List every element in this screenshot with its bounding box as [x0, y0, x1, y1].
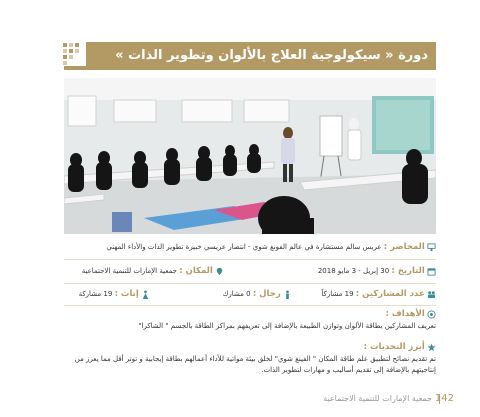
calendar-icon [427, 267, 436, 276]
challenges-label: أبرز التحديات : [363, 342, 425, 352]
challenges-line-2: إنتاجيتهم بالإضافة إلى تقديم أساليب و مهارات لتطوير الذات. [261, 366, 436, 374]
women-row [79, 289, 150, 299]
challenges-heading [364, 342, 436, 352]
mosaic-logo-icon [62, 42, 86, 66]
footer-org-name: جمعية الإمارات للتنمية الاجتماعية [323, 394, 432, 403]
page-number: 142 [434, 393, 454, 404]
men-row [223, 289, 292, 299]
participants-value: 19 مشاركاً [321, 290, 354, 298]
classroom-photo [64, 78, 436, 234]
goals-text: تعريف المشاركين بطاقة الألوان وتوازن الطبيعة بالإضافة إلى تعريفهم بمراكز الطاقة بالجسم " الشاكرا" [138, 322, 436, 330]
man-icon [283, 290, 292, 299]
target-icon [427, 310, 436, 319]
page-footer [0, 392, 480, 417]
date-label: التاريخ : [391, 266, 425, 276]
goals-label: الأهداف : [385, 309, 425, 319]
date-row [318, 266, 436, 276]
participants-row [321, 289, 436, 299]
men-label: رجال : [252, 289, 281, 299]
star-icon [427, 343, 436, 352]
title-banner [64, 42, 436, 70]
men-value: 0 مشارك [222, 290, 251, 298]
challenges-line-1: تم تقديم نصائح لتطبيق علم طاقة المكان " الفينغ شوي" لخلق بيئة مواتية للأداء أعمالهم بطاقة إيجابية و توتر أقل مما يعزز من [74, 355, 436, 363]
divider [64, 259, 436, 260]
woman-icon [141, 290, 150, 299]
participants-label: عدد المشاركين : [355, 289, 425, 299]
goals-heading [386, 309, 436, 319]
speaker-value: عريس سالم مستشارة في عالم الفونغ شوي - انتصار عريسي خبيرة تطوير الذات والأداء المهني [106, 243, 382, 251]
speaker-label: المحاضر : [383, 242, 425, 252]
women-label: إناث : [114, 289, 139, 299]
speaker-icon [427, 243, 436, 252]
group-icon [427, 290, 436, 299]
place-row [82, 266, 224, 276]
place-label: المكان : [179, 266, 213, 276]
women-value: 19 مشاركة [78, 290, 113, 298]
place-value: جمعية الإمارات للتنمية الاجتماعية [81, 267, 177, 275]
divider [64, 305, 436, 306]
page-title: دورة « سيكولوجية العلاج بالألوان وتطوير الذات » [115, 48, 428, 63]
date-value: 30 إبريل - 3 مايو 2018 [317, 267, 390, 275]
location-pin-icon [215, 267, 224, 276]
divider [64, 283, 436, 284]
speaker-row [106, 242, 436, 252]
